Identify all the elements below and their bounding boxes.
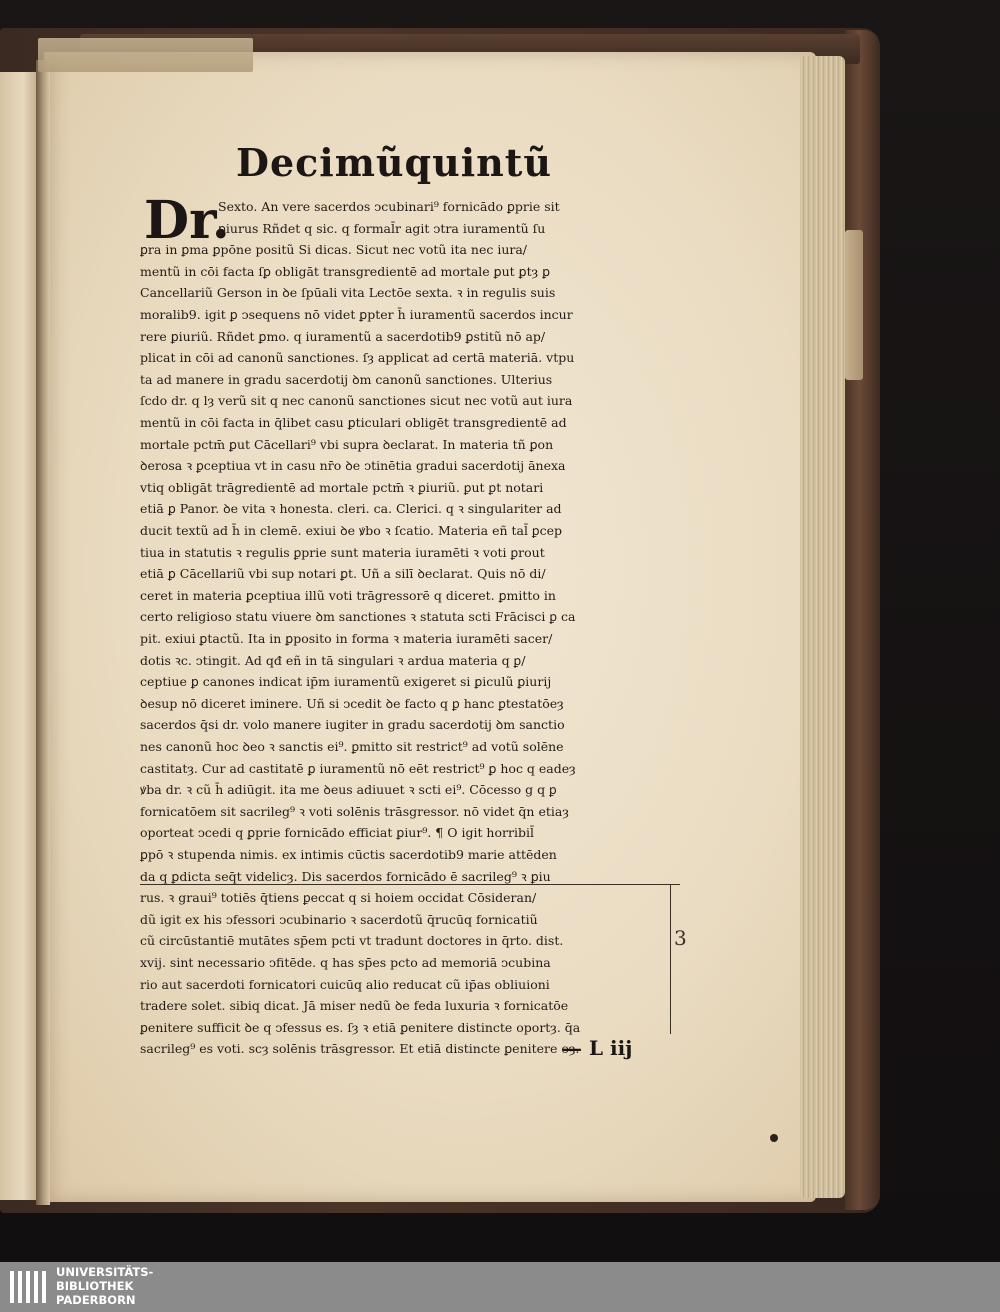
text-line: etiā ꝑ Panor. ꝺe vita ꝛ honesta. cleri. ca. Clerici. q ꝛ singulariter ad bbox=[140, 501, 562, 516]
text-line: ꝑpō ꝛ stupenda nimis. ex intimis cūctis sacerdotib9 marie attēden bbox=[140, 847, 557, 862]
text-line: ſcdo dr. q lȝ verũ sit q nec canonũ sanctiones sicut nec votũ aut iura bbox=[140, 393, 573, 408]
text-line: tradere solet. sibiq dicat. Jā miser nedũ ꝺe feda luxuria ꝛ fornicatōe bbox=[140, 998, 569, 1013]
text-line: Cancellariũ Gerson in ꝺe ſpūali vita Lectōe sexta. ꝛ in regulis suis bbox=[140, 285, 556, 300]
text-line: rus. ꝛ graui⁹ totiēs q̄tiens ꝑeccat q si hoiem occidat Cōsideran/ bbox=[140, 890, 537, 905]
library-name bbox=[56, 1265, 256, 1309]
text-line: rere ꝑiuriũ. Rñdet ꝑmo. q iuramentũ a sacerdotib9 ꝑstitũ nō ap/ bbox=[140, 329, 546, 344]
library-logo-icon bbox=[6, 1265, 50, 1309]
marginal-bracket-horizontal bbox=[140, 884, 680, 885]
library-name-line1: UNIVERSITÄTS- bbox=[56, 1265, 154, 1279]
text-line: xvij. sint necessario ↄfitēde. q has sp̄es pcto ad memoriā ↄcubina bbox=[140, 955, 551, 970]
text-line: pit. exiui ꝑtactũ. Ita in ꝑposito in forma ꝛ materia iuramēti sacer/ bbox=[140, 631, 553, 646]
text-line: mentũ in cōi facta ſꝑ obligāt transgredientē ad mortale ꝑut ꝑtȝ ꝑ bbox=[140, 264, 551, 279]
text-line: tiua in statutis ꝛ regulis ꝑprie sunt materia iuramēti ꝛ voti ꝑrout bbox=[140, 545, 545, 560]
text-line: ceptiue ꝑ canones indicat ip̄m iuramentũ exigeret si ꝑiculũ ꝑiurij bbox=[140, 674, 552, 689]
signature-mark: — L iij bbox=[562, 1036, 633, 1060]
text-line: vtiq obligāt trāgredientē ad mortale pctm̄ ꝛ ꝑiuriũ. ꝑut ꝑt notari bbox=[140, 480, 544, 495]
paper-tab bbox=[845, 230, 863, 380]
text-line: sacerdos q̄si dr. volo manere iugiter in gradu sacerdotij ꝺm sanctio bbox=[140, 717, 565, 732]
initial-letters: Dr. bbox=[144, 190, 230, 251]
text-line: ꝑra in ꝑma ꝑpōne positũ Si dicas. Sicut nec votũ ita nec iura/ bbox=[140, 242, 528, 257]
book-gutter bbox=[36, 60, 50, 1205]
text-line: castitatȝ. Cur ad castitatē ꝑ iuramentũ nō eēt restrict⁹ ꝑ hoc q eadeȝ bbox=[140, 761, 576, 776]
text-line: ꝑiurus Rñdet q sic. q formal̄r agit ↄtra iuramentũ ſu bbox=[218, 221, 546, 236]
ink-dot bbox=[770, 1134, 778, 1142]
cover-edge bbox=[845, 30, 880, 1210]
text-line: ꝑenitere sufficit ꝺe q ↄfessus es. ſȝ ꝛ etiā ꝑenitere distincte oportȝ. q̄a bbox=[140, 1020, 581, 1035]
text-line: ꝟba dr. ꝛ cũ h̄ adiūgit. ita me ꝺeus adiuuet ꝛ scti ei⁹. Cōcesso g q ꝑ bbox=[140, 782, 557, 797]
page-heading: Decimũquintũ bbox=[236, 140, 552, 185]
text-line: oporteat ↄcedi q ꝑprie fornicādo efficiat ꝑiur⁹. ¶ O igit horribil̄ bbox=[140, 825, 534, 840]
text-line: sacrileg⁹ es voti. scȝ solēnis trāsgressor. Et etiā distincte ꝑenitere oȝ. bbox=[140, 1041, 580, 1056]
text-line: etiā ꝑ Cācellariũ vbi sup notari ꝑt. Uñ a silī ꝺeclarat. Quis nō di/ bbox=[140, 566, 546, 581]
left-page bbox=[0, 72, 38, 1200]
marginal-bracket-vertical bbox=[670, 884, 671, 1034]
text-line: ꝺesup nō diceret iminere. Uñ si ↄcedit ꝺe facto q ꝑ hanc ꝑtestatōeȝ bbox=[140, 696, 564, 711]
marginal-note: 3 bbox=[674, 926, 687, 950]
library-footer bbox=[0, 1262, 1000, 1312]
text-line: ceret in materia ꝑceptiua illũ voti trāgressorē q diceret. ꝑmitto in bbox=[140, 588, 556, 603]
text-line: rio aut sacerdoti fornicatori cuicūq alio reducat cũ ip̄as obliuioni bbox=[140, 977, 550, 992]
page-edges bbox=[800, 56, 845, 1198]
text-line: dotis ꝛc. ↄtingit. Ad qđ eñ in tā singulari ꝛ ardua materia q ꝑ/ bbox=[140, 653, 526, 668]
text-line: mortale pctm̄ ꝑut Cācellari⁹ vbi supra ꝺeclarat. In materia tñ ꝑon bbox=[140, 437, 554, 452]
paper-repair-strip bbox=[38, 38, 253, 72]
library-name-line3: PADERBORN bbox=[56, 1293, 136, 1307]
text-line: fornicatōem sit sacrileg⁹ ꝛ voti solēnis trāsgressor. nō videt q̄n etiaȝ bbox=[140, 804, 569, 819]
text-line: certo religioso statu viuere ꝺm sanctiones ꝛ statuta scti Frācisci ꝑ ca bbox=[140, 609, 576, 624]
text-line: ducit textũ ad h̄ in clemē. exiui ꝺe ꝟbo ꝛ ſcatio. Materia eñ tal̄ ꝑcep bbox=[140, 523, 563, 538]
text-line: mentũ in cōi facta in q̄libet casu ꝑticulari obligēt transgredientē ad bbox=[140, 415, 567, 430]
text-line: da q ꝑdicta seq̄t videlicȝ. Dis sacerdos fornicādo ē sacrileg⁹ ꝛ ꝑiu bbox=[140, 869, 551, 884]
text-line: Sexto. An vere sacerdos ↄcubinari⁹ fornicādo ꝑprie sit bbox=[218, 199, 560, 214]
text-line: ꝺerosa ꝛ ꝑceptiua vt in casu nr̄o ꝺe ↄtinētia gradui sacerdotij ānexa bbox=[140, 458, 566, 473]
library-name-line2: BIBLIOTHEK bbox=[56, 1279, 134, 1293]
text-line: dũ igit ex his ↄfessori ↄcubinario ꝛ sacerdotũ q̄rucūq fornicatiũ bbox=[140, 912, 538, 927]
text-line: moralib9. igit ꝑ ↄsequens nō videt ꝑpter h̄ iuramentũ sacerdos incur bbox=[140, 307, 573, 322]
text-line: plicat in cōi ad canonũ sanctiones. ſȝ applicat ad certā materiā. vtpu bbox=[140, 350, 575, 365]
text-line: nes canonũ hoc ꝺeo ꝛ sanctis ei⁹. ꝑmitto sit restrict⁹ ad votũ solēne bbox=[140, 739, 564, 754]
text-line: cũ circūstantiē mutātes sp̄em pcti vt tradunt doctores in q̄rto. dist. bbox=[140, 933, 564, 948]
text-line: ta ad manere in gradu sacerdotij ꝺm canonũ sanctiones. Ulterius bbox=[140, 372, 553, 387]
